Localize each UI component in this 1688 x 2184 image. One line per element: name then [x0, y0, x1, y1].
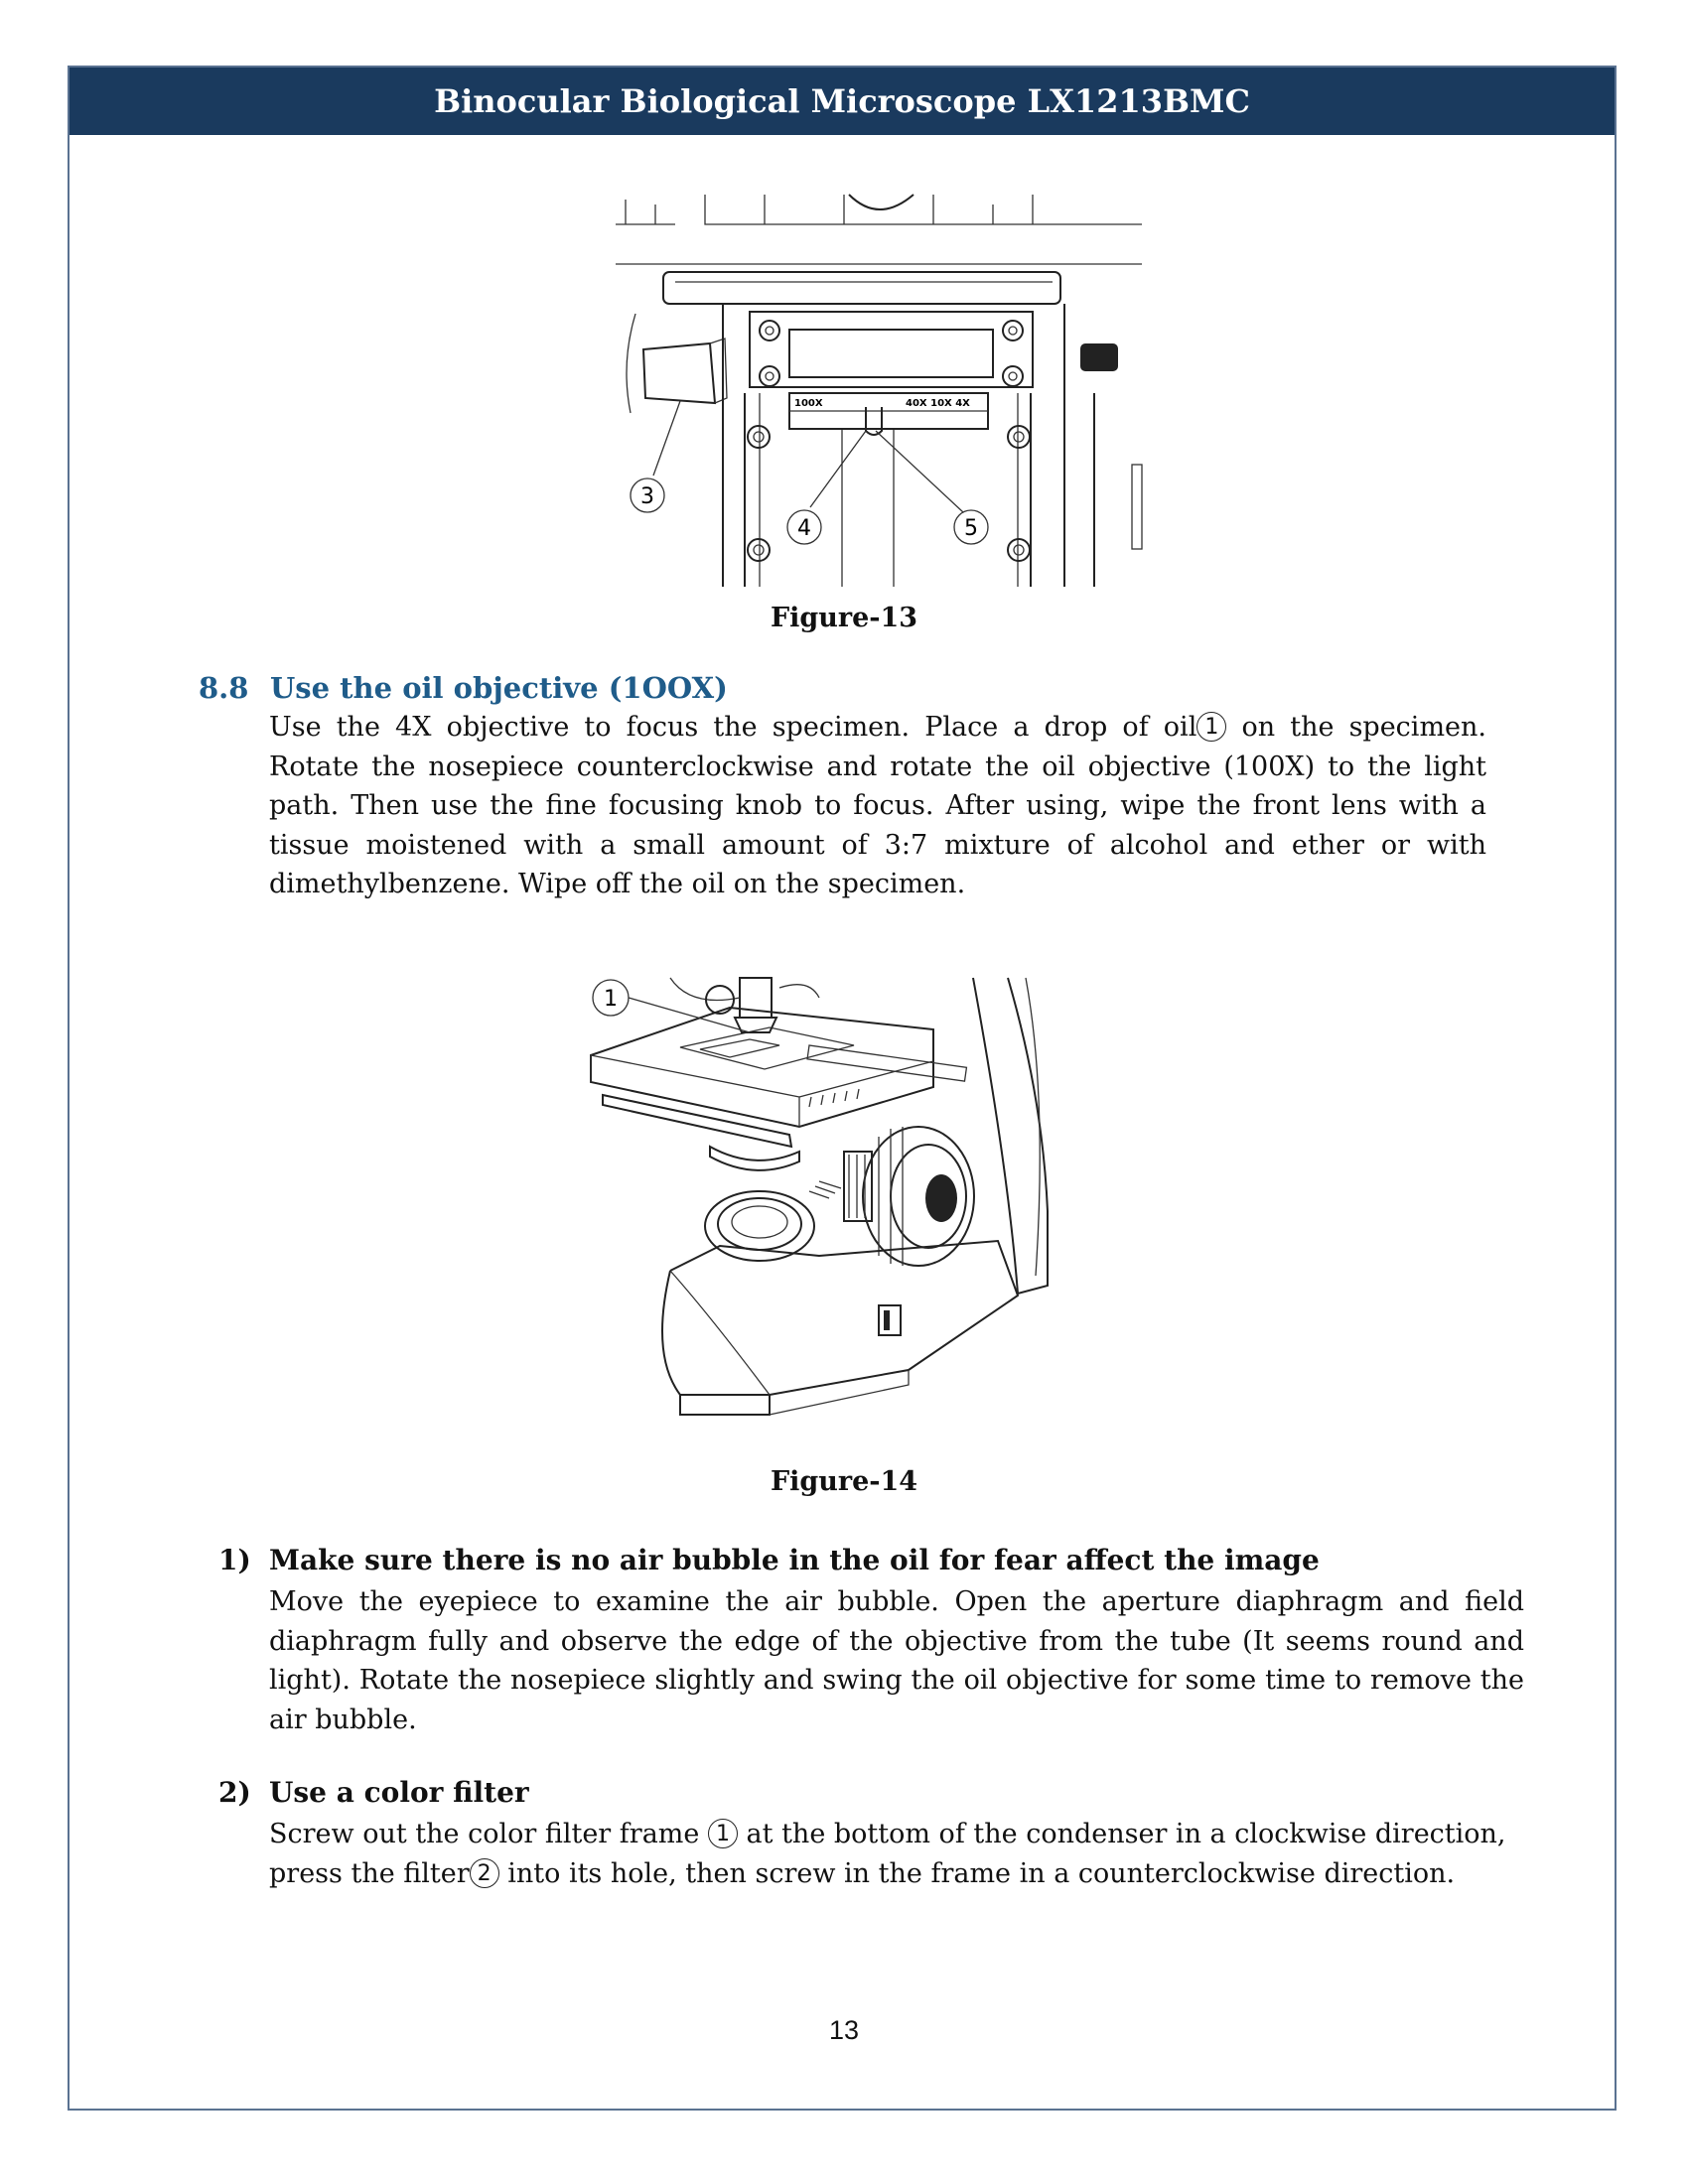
item-2-text — [269, 1815, 1524, 1893]
section-paragraph — [269, 708, 1486, 904]
para-text-part2: on the specimen. Rotate the nosepiece counterclockwise and rotate the oil objective (100X) to the light path. Then use the fine focusing knob to focus. After using, wipe the front lens with a tissue moistened with a small amount of 3:7 mixture of alcohol and ether or with dimethylbenzene. Wipe off the oil on the specimen. — [269, 712, 1486, 899]
item-2-number: 2) — [218, 1776, 251, 1809]
figure-13-drawing — [616, 195, 1142, 587]
para-text-part1: Use the 4X objective to focus the specimen. Place a drop of oil — [269, 712, 1197, 743]
item-2-text-c: into its hole, then screw in the frame in a counterclockwise direction. — [498, 1857, 1456, 1889]
item-2-heading — [218, 1776, 529, 1809]
item-1-number: 1) — [218, 1544, 251, 1576]
fig14-callout-1-label: 1 — [604, 987, 618, 1012]
filter-frame-marker: 1 — [708, 1819, 738, 1848]
section-title: Use the oil objective (1OOX) — [270, 671, 728, 705]
section-heading — [199, 671, 728, 705]
page-number: 13 — [828, 2015, 860, 2045]
filter-marker: 2 — [470, 1858, 499, 1888]
callout-3-label: 3 — [640, 484, 654, 509]
item-1-title: Make sure there is no air bubble in the oil for fear affect the image — [269, 1544, 1320, 1576]
figure-14-drawing — [581, 978, 1097, 1420]
item-2-text-b: at the bottom of the condenser in a clockwise direction, press the filter — [269, 1819, 1506, 1889]
figure-13-caption: Figure-13 — [770, 603, 918, 633]
section-number: 8.8 — [199, 671, 249, 705]
scale-label-100x: 100X — [794, 398, 823, 409]
item-2-title: Use a color filter — [269, 1776, 529, 1809]
page-header-title: Binocular Biological Microscope LX1213BMC — [70, 68, 1615, 135]
item-1-heading — [218, 1544, 1320, 1576]
item-1-text: Move the eyepiece to examine the air bubble. Open the aperture diaphragm and field diaphragm fully and observe the edge of the objective from the tube (It seems round and light). Rotate the nosepiece slightly and swing the oil objective for some time to remove the air bubble. — [269, 1586, 1524, 1735]
callout-4-label: 4 — [797, 516, 811, 541]
callout-5-label: 5 — [964, 516, 978, 541]
item-2-text-a: Screw out the color filter frame — [269, 1819, 708, 1849]
figure-14-caption: Figure-14 — [770, 1466, 918, 1497]
oil-marker: 1 — [1196, 712, 1226, 742]
scale-label-multi: 40X 10X 4X — [906, 398, 970, 409]
